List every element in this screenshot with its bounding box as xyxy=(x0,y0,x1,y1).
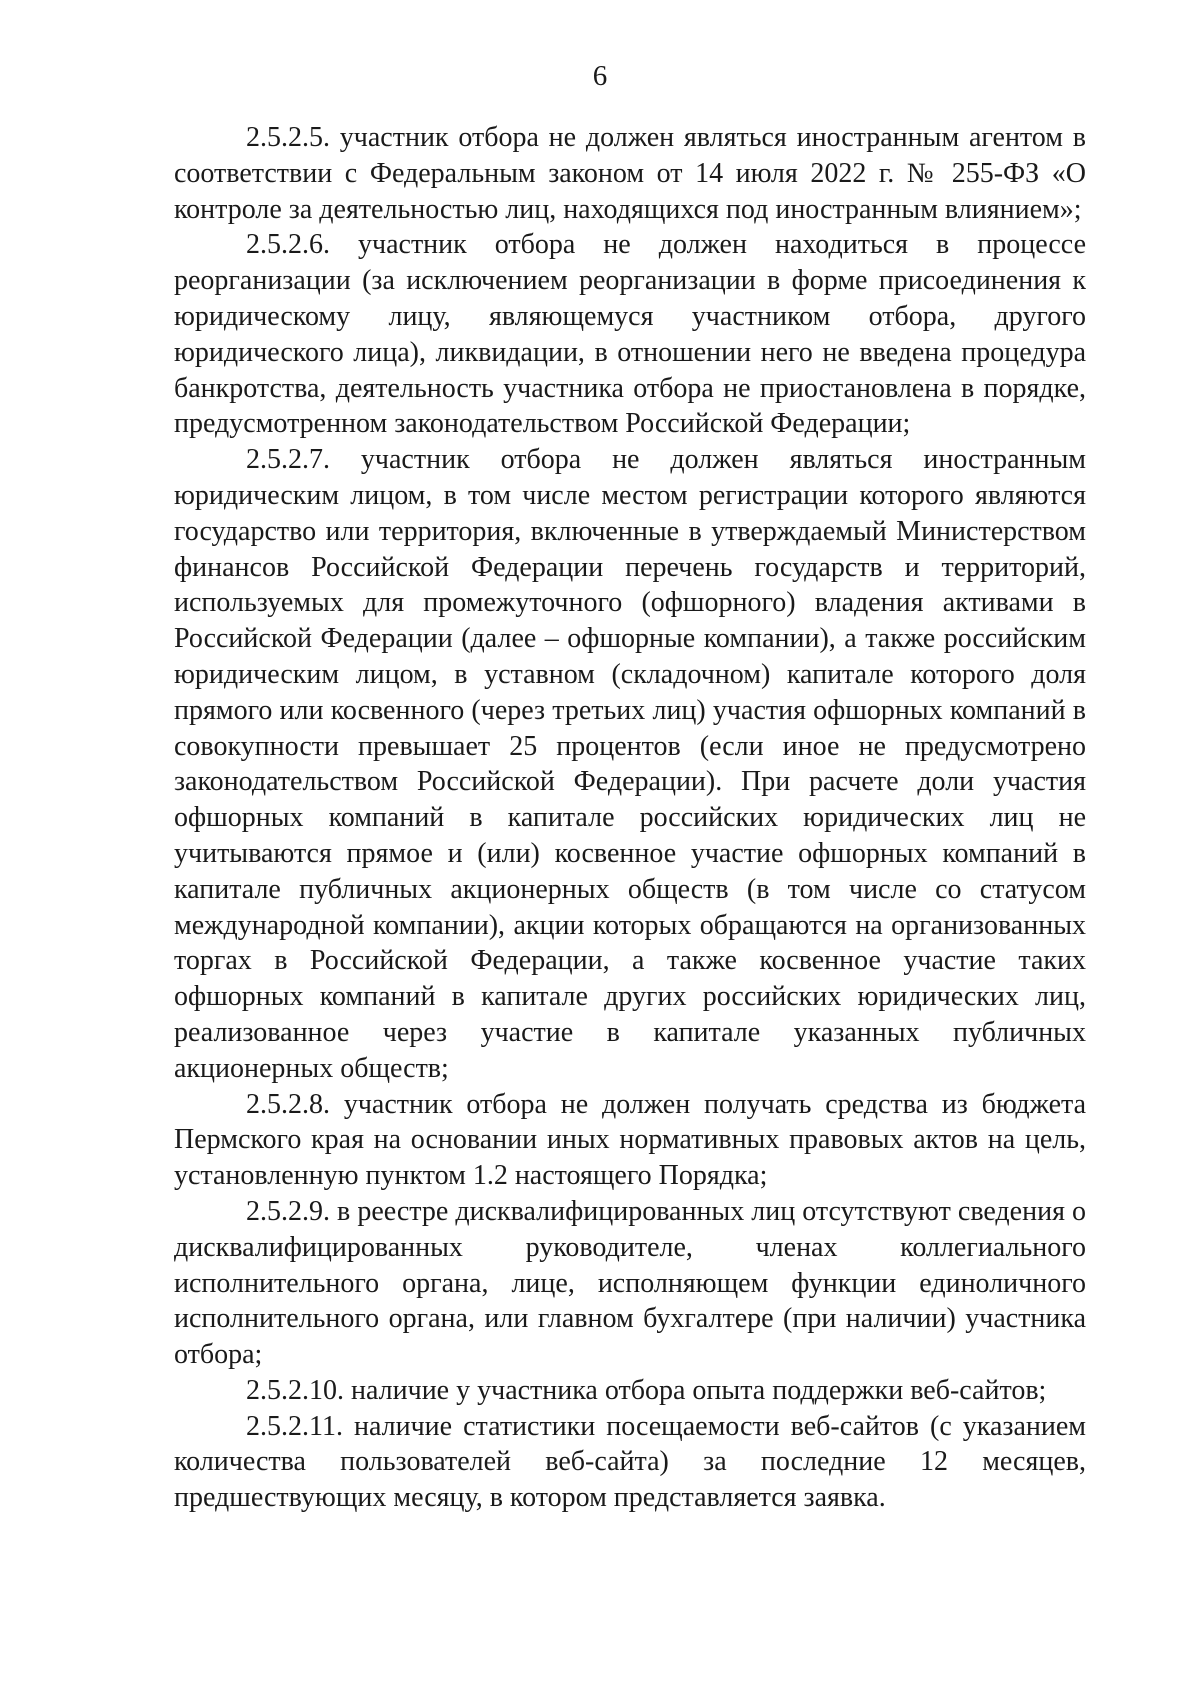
paragraph-2-5-2-5: 2.5.2.5. участник отбора не должен являться иностранным агентом в соответствии с Федеральным законом от 14 июля 2022 г. № 255-ФЗ «О контроле за деятельностью лиц, находящихся под иностранным влиянием»; xyxy=(174,122,1086,225)
paragraph-2-5-2-9: 2.5.2.9. в реестре дисквалифицированных лиц отсутствуют сведения о дисквалифицированных руководителе, членах коллегиального исполнительного органа, лице, исполняющем функции единоличного исполнительного органа, или главном бухгалтере (при наличии) участника отбора; xyxy=(174,1195,1086,1371)
paragraph-2-5-2-10: 2.5.2.10. наличие у участника отбора опыта поддержки веб-сайтов; xyxy=(246,1374,1047,1406)
paragraph-2-5-2-11: 2.5.2.11. наличие статистики посещаемости веб-сайтов (с указанием количества пользователей веб-сайта) за последние 12 месяцев, предшествующих месяцу, в котором представляется заявка. xyxy=(174,1410,1086,1514)
document-body xyxy=(174,120,1086,1516)
paragraph-2-5-2-7: 2.5.2.7. участник отбора не должен являться иностранным юридическим лицом, в том числе местом регистрации которого являются государство или территория, включенные в утверждаемый Министерством финансов Российской Федерации перечень государств и территорий, используемых для промежуточного (офшорного) владения активами в Российской Федерации (далее – офшорные компании), а также российским юридическим лицом, в уставном (складочном) капитале которого доля прямого или косвенного (через третьих лиц) участия офшорных компаний в совокупности превышает 25 процентов (если иное не предусмотрено законодательством Российской Федерации). При расчете доли участия офшорных компаний в капитале российских юридических лиц не учитываются прямое и (или) косвенное участие офшорных компаний в капитале публичных акционерных обществ (в том числе со статусом международной компании), акции которых обращаются на организованных торгах в Российской Федерации, а также косвенное участие таких офшорных компаний в капитале других российских юридических лиц, реализованное через участие в капитале указанных публичных акционерных обществ; xyxy=(174,444,1086,1084)
paragraph-2-5-2-8: 2.5.2.8. участник отбора не должен получать средства из бюджета Пермского края на основании иных нормативных правовых актов на цель, установленную пунктом 1.2 настоящего Порядка; xyxy=(174,1088,1086,1192)
paragraph-2-5-2-6: 2.5.2.6. участник отбора не должен находиться в процессе реорганизации (за исключением реорганизации в форме присоединения к юридическому лицу, являющемуся участником отбора, другого юридического лица), ликвидации, в отношении него не введена процедура банкротства, деятельность участника отбора не приостановлена в порядке, предусмотренном законодательством Российской Федерации; xyxy=(174,229,1086,440)
page-number: 6 xyxy=(592,60,608,92)
